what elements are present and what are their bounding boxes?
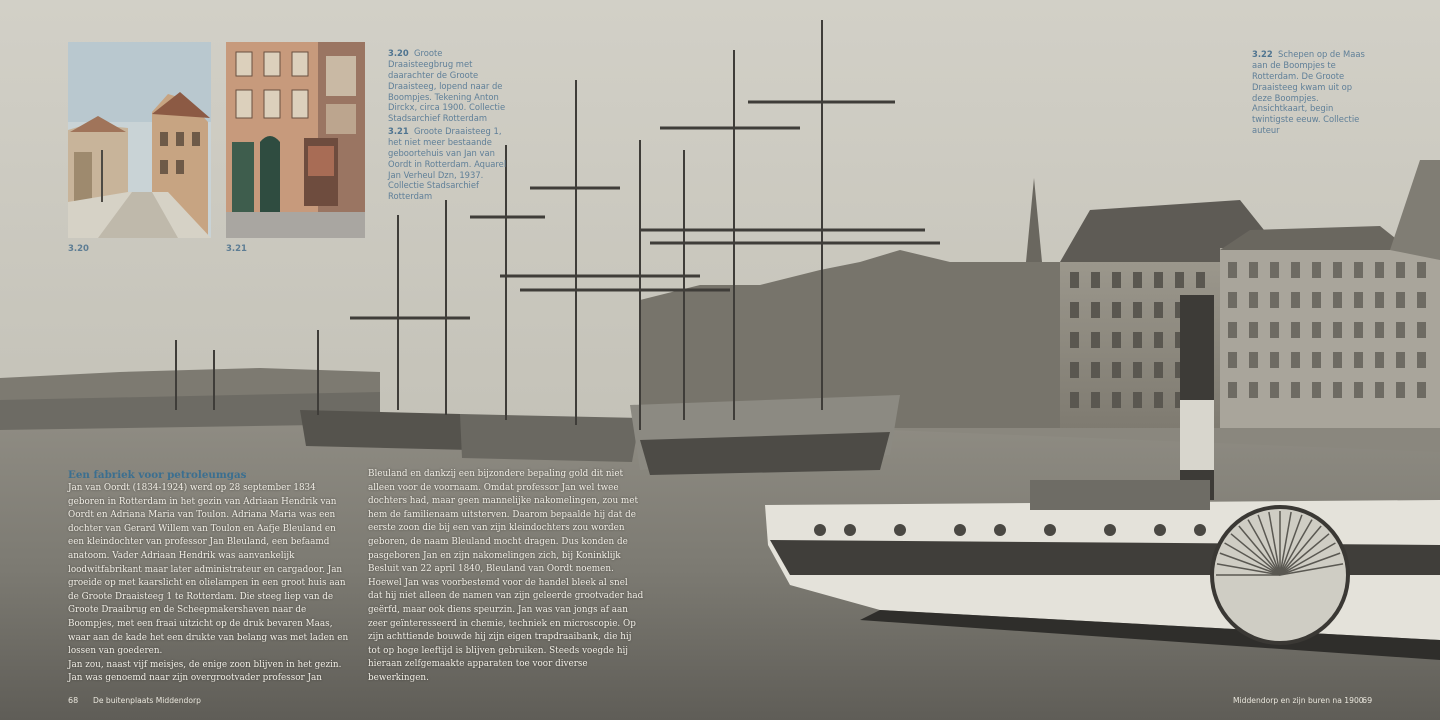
- caption-number: 3.21: [388, 126, 409, 137]
- body-text-left-column: Jan van Oordt (1834-1924) werd op 28 september 1834 geboren in Rotterdam in het gezin van Adriaan Hendrik van Oordt en Adriana Maria van Toulon. Adriana Maria was een dochter van Gerard Willem van Toulon en Aafje Bleuland en een kleindochter van professor Jan Bleuland, een befaamd anatoom. Vader Adriaan Hendrik was aanvankelijk loodwitfabrikant maar later administrateur en cargadoor. Jan groeide op met kaarslicht en olielampen in een groot huis aan de Groote Draaisteeg 1 te Rotterdam. Die steeg liep van de Groote Draaibrug en de Scheepmakershaven naar de Boompjes, met een fraai uitzicht op de druk bevaren Maas, waar aan de kade het een drukte van belang was met laden en lossen van goederen. Jan zou, naast vijf meisjes, de enige zoon blijven in het gezin. Jan was genoemd naar zijn overgrootvader professor Jan: [68, 483, 349, 684]
- section-heading: Een fabriek voor petroleumgas: [68, 469, 247, 481]
- running-title-left: De buitenplaats Middendorp: [93, 696, 201, 705]
- caption-number: 3.22: [1252, 49, 1273, 60]
- caption-text: Groote Draaisteegbrug met daarachter de Groote Draaisteeg, lopend naar de Boompjes. Tekening Anton Dirckx, circa 1900. Collectie Stadsarchief Rotterdam: [388, 48, 506, 124]
- caption-number: 3.20: [388, 48, 409, 59]
- caption-3-21: [388, 126, 512, 202]
- body-text-right-column: Bleuland en dankzij een bijzondere bepaling gold dit niet alleen voor de voornaam. Omdat professor Jan wel twee dochters had, maar geen mannelijke nakomelingen, zou met hem de familienaam uitsterven. Daarom bepaalde hij dat de eerste zoon die bij een van zijn kleindochters zou worden geboren, de naam Bleuland mocht dragen. Dus konden de pasgeboren Jan en zijn nakomelingen zich, bij Koninklijk Besluit van 22 april 1840, Bleuland van Oordt noemen. Hoewel Jan was voorbestemd voor de handel bleek al snel dat hij niet alleen de namen van zijn geleerde grootvader had geërfd, maar ook diens speurzin. Jan was van jongs af aan zeer geïnteresseerd in chemie, techniek en microscopie. Op zijn achttiende bouwde hij zijn eigen trapdraaibank, die hij tot op hoge leeftijd is blijven gebruiken. Steeds voegde hij hieraan zelfgemaakte apparaten toe voor diverse bewerkingen.: [368, 469, 644, 683]
- page-number-right: 69: [1362, 696, 1373, 705]
- caption-3-22: [1252, 49, 1372, 135]
- page-number-left: 68: [68, 696, 79, 705]
- figure-3-21-watercolor: [226, 42, 365, 238]
- caption-text: Schepen op de Maas aan de Boompjes te Rotterdam. De Groote Draaisteeg kwam uit op deze Boompjes. Ansichtkaart, begin twintigste eeuw. Collectie auteur: [1252, 49, 1365, 135]
- running-title-right: Middendorp en zijn buren na 1900: [1233, 696, 1364, 705]
- figure-3-20-drawing: [68, 42, 211, 238]
- caption-text: Groote Draaisteeg 1, het niet meer bestaande geboortehuis van Jan van Oordt in Rotterdam. Aquarel Jan Verheul Dzn, 1937. Collectie Stadsarchief Rotterdam: [388, 126, 507, 202]
- figure-label-3-20: 3.20: [68, 244, 89, 254]
- street-drawing-icon: [68, 42, 211, 238]
- caption-3-20: [388, 48, 510, 124]
- house-watercolor-icon: [226, 42, 365, 238]
- figure-label-3-21: 3.21: [226, 244, 247, 254]
